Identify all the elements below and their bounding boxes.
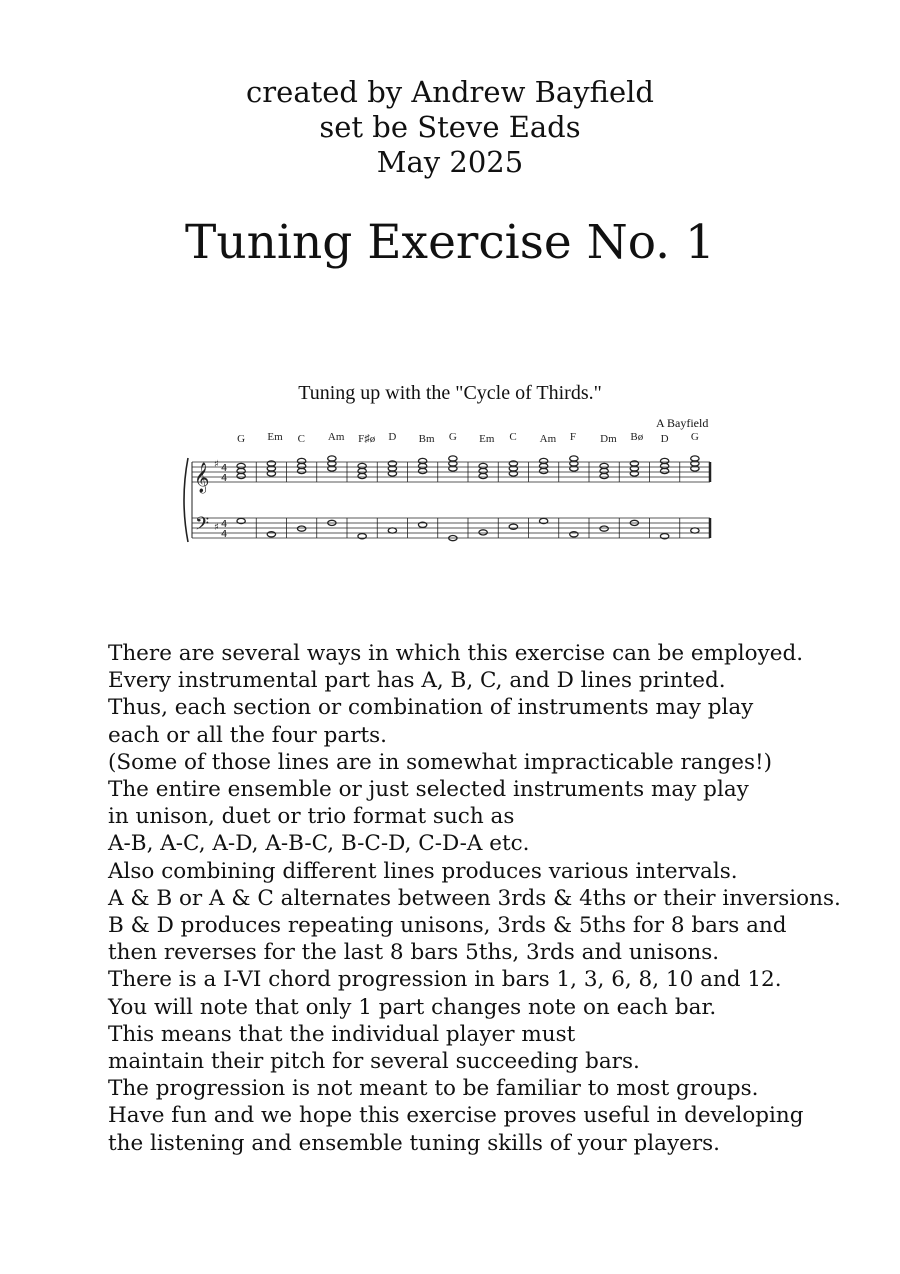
text-line: the listening and ensemble tuning skills of your players. bbox=[108, 1130, 721, 1156]
credits-block bbox=[0, 75, 900, 180]
bass-note bbox=[570, 532, 578, 537]
text-line: You will note that only 1 part changes note on each bar. bbox=[108, 994, 717, 1020]
bass-note bbox=[479, 530, 487, 535]
chord-symbol: G bbox=[690, 431, 699, 443]
chord-symbol: Am bbox=[539, 433, 557, 445]
chord-symbol: Em bbox=[267, 431, 283, 443]
page-title: Tuning Exercise No. 1 bbox=[185, 215, 715, 270]
chord-symbol: Bm bbox=[418, 433, 435, 445]
chord-symbol: F bbox=[569, 431, 576, 443]
bass-note bbox=[509, 524, 517, 529]
credit-date: May 2025 bbox=[376, 145, 524, 179]
key-signature-sharp-icon: ♯ bbox=[214, 459, 219, 470]
bass-note bbox=[267, 532, 275, 537]
text-line: Thus, each section or combination of instruments may play bbox=[108, 695, 754, 721]
system-brace bbox=[184, 458, 188, 542]
chord-symbol: D bbox=[388, 431, 397, 443]
text-line: (Some of those lines are in somewhat impracticable ranges!) bbox=[108, 749, 773, 775]
chord-symbol: Dm bbox=[600, 433, 617, 445]
text-line: There is a I-VI chord progression in bars 1, 3, 6, 8, 10 and 12. bbox=[108, 967, 782, 993]
text-line: The entire ensemble or just selected instruments may play bbox=[108, 777, 749, 803]
chord-symbol: D bbox=[660, 433, 669, 445]
chord-symbol: C bbox=[297, 433, 305, 445]
chord-symbol: C bbox=[509, 431, 517, 443]
text-line: Also combining different lines produces various intervals. bbox=[108, 858, 738, 884]
treble-clef-icon: 𝄞 bbox=[194, 463, 210, 493]
credit-setter: set be Steve Eads bbox=[319, 110, 581, 144]
text-line: The progression is not meant to be familiar to most groups. bbox=[108, 1076, 759, 1102]
text-line: A-B, A-C, A-D, A-B-C, B-C-D, C-D-A etc. bbox=[108, 831, 530, 857]
instructions-text bbox=[108, 640, 848, 1157]
key-signature-sharp-icon: ♯ bbox=[214, 522, 219, 533]
text-line: each or all the four parts. bbox=[108, 722, 387, 748]
music-score bbox=[180, 380, 720, 550]
time-signature-bottom: 4 bbox=[221, 473, 228, 484]
bass-note bbox=[297, 526, 305, 531]
text-line: Every instrumental part has A, B, C, and D lines printed. bbox=[108, 668, 726, 694]
time-signature-top: 4 bbox=[221, 519, 228, 530]
bass-clef-icon: 𝄢 bbox=[195, 514, 210, 539]
time-signature-bottom: 4 bbox=[221, 529, 228, 540]
chord-symbol: F♯ø bbox=[358, 433, 376, 445]
text-line: in unison, duet or trio format such as bbox=[108, 804, 515, 830]
credit-composer: created by Andrew Bayfield bbox=[246, 75, 654, 109]
chord-symbols bbox=[237, 431, 699, 445]
chord-symbol: G bbox=[448, 431, 457, 443]
chord-symbol: Am bbox=[327, 431, 345, 443]
text-line: A & B or A & C alternates between 3rds & 4ths or their inversions. bbox=[108, 885, 841, 911]
text-line: then reverses for the last 8 bars 5ths, 3rds and unisons. bbox=[108, 940, 720, 966]
chord-symbol: G bbox=[237, 433, 246, 445]
text-line: There are several ways in which this exercise can be employed. bbox=[108, 641, 804, 666]
chord-symbol: Em bbox=[479, 433, 495, 445]
text-line: maintain their pitch for several succeeding bars. bbox=[108, 1049, 640, 1075]
text-line: This means that the individual player must bbox=[108, 1021, 576, 1047]
text-line: Have fun and we hope this exercise proves useful in developing bbox=[108, 1103, 804, 1129]
time-signature-top: 4 bbox=[221, 463, 228, 474]
chord-symbol: Bø bbox=[630, 431, 644, 443]
bass-note bbox=[388, 528, 396, 533]
text-line: B & D produces repeating unisons, 3rds & 5ths for 8 bars and bbox=[108, 913, 787, 939]
score-composer: A Bayfield bbox=[656, 416, 709, 430]
bass-note bbox=[691, 528, 699, 533]
bass-note bbox=[600, 526, 608, 531]
score-title: Tuning up with the "Cycle of Thirds." bbox=[298, 382, 602, 404]
